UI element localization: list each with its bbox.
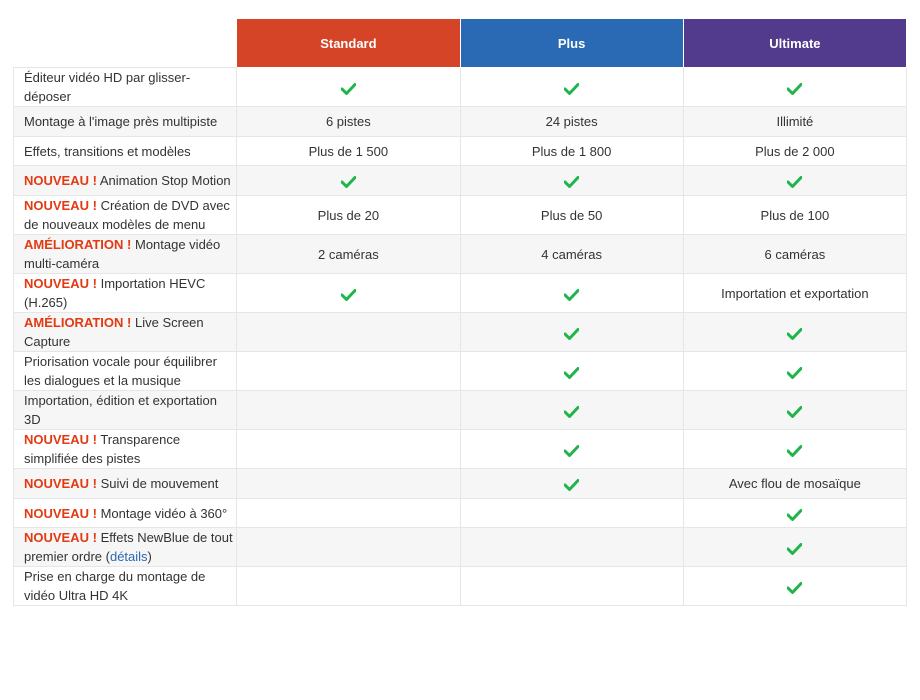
- value-cell-standard: [237, 107, 460, 137]
- table-row: [14, 313, 907, 352]
- value-cell-ultimate: [683, 352, 906, 391]
- feature-cell: [14, 235, 237, 274]
- feature-label: Création de DVD avec de nouveaux modèles de menu: [24, 198, 230, 232]
- value-text: Plus de 2 000: [755, 143, 835, 159]
- value-cell-plus: [460, 68, 683, 107]
- feature-label: Priorisation vocale pour équilibrer les dialogues et la musique: [24, 354, 217, 388]
- feature-cell: [14, 313, 237, 352]
- value-cell-standard: [237, 313, 460, 352]
- feature-cell: [14, 196, 237, 235]
- check-icon: [787, 82, 802, 95]
- header-row: [14, 19, 907, 68]
- table-row: [14, 274, 907, 313]
- value-text: 24 pistes: [545, 114, 598, 129]
- check-icon: [341, 288, 356, 301]
- value-text: 4 caméras: [541, 246, 602, 262]
- value-cell-plus: [460, 166, 683, 196]
- feature-label: Live Screen Capture: [24, 315, 204, 349]
- value-text: Illimité: [776, 114, 814, 129]
- value-text: 6 pistes: [325, 114, 371, 129]
- value-cell-plus: [460, 274, 683, 313]
- table-body: [14, 68, 907, 606]
- check-icon: [341, 82, 356, 95]
- header-standard: Standard: [237, 19, 460, 68]
- value-cell-ultimate: [683, 274, 906, 313]
- comparison-table-wrapper: [13, 18, 907, 606]
- table-row: [14, 235, 907, 274]
- value-text: Plus de 50: [540, 207, 603, 223]
- value-cell-standard: [237, 567, 460, 606]
- value-cell-plus: [460, 137, 683, 166]
- value-cell-ultimate: [683, 391, 906, 430]
- table-row: [14, 352, 907, 391]
- value-cell-standard: [237, 137, 460, 166]
- check-icon: [787, 542, 802, 555]
- check-icon: [564, 478, 579, 491]
- value-cell-standard: [237, 430, 460, 469]
- value-cell-standard: [237, 196, 460, 235]
- feature-label: Suivi de mouvement: [100, 476, 219, 491]
- table-row: [14, 499, 907, 528]
- value-cell-plus: [460, 313, 683, 352]
- value-text: Plus de 1 800: [531, 143, 612, 159]
- feature-tag: NOUVEAU !: [24, 505, 97, 521]
- feature-cell: [14, 166, 237, 196]
- value-cell-plus: [460, 235, 683, 274]
- value-cell-plus: [460, 107, 683, 137]
- value-cell-ultimate: [683, 528, 906, 567]
- check-icon: [564, 327, 579, 340]
- value-cell-standard: [237, 499, 460, 528]
- value-cell-standard: [237, 68, 460, 107]
- table-row: [14, 567, 907, 606]
- value-text: Avec flou de mosaïque: [728, 476, 861, 491]
- table-row: [14, 430, 907, 469]
- value-text: 2 caméras: [318, 246, 379, 262]
- feature-cell: [14, 352, 237, 391]
- value-cell-ultimate: [683, 469, 906, 499]
- check-icon: [564, 444, 579, 457]
- table-row: [14, 469, 907, 499]
- feature-label: Animation Stop Motion: [99, 173, 231, 188]
- header-ultimate: Ultimate: [683, 19, 906, 68]
- feature-label: Importation, édition et exportation 3D: [24, 393, 217, 427]
- feature-label: Effets, transitions et modèles: [24, 143, 191, 159]
- check-icon: [564, 82, 579, 95]
- feature-label: Prise en charge du montage de vidéo Ultra HD 4K: [24, 569, 206, 603]
- table-row: [14, 68, 907, 107]
- feature-cell: [14, 68, 237, 107]
- feature-tag: NOUVEAU !: [24, 476, 97, 491]
- value-cell-plus: [460, 430, 683, 469]
- check-icon: [787, 327, 802, 340]
- table-row: [14, 166, 907, 196]
- value-text: 6 caméras: [764, 246, 826, 262]
- check-icon: [787, 581, 802, 594]
- value-cell-ultimate: [683, 107, 906, 137]
- feature-label: Montage vidéo multi-caméra: [24, 237, 221, 271]
- value-cell-ultimate: [683, 68, 906, 107]
- feature-cell: [14, 430, 237, 469]
- table-row: [14, 391, 907, 430]
- table-row: [14, 107, 907, 137]
- value-cell-standard: [237, 469, 460, 499]
- feature-tag: NOUVEAU !: [24, 198, 97, 213]
- value-cell-ultimate: [683, 430, 906, 469]
- check-icon: [787, 444, 802, 457]
- value-cell-standard: [237, 235, 460, 274]
- value-cell-ultimate: [683, 567, 906, 606]
- feature-label: Éditeur vidéo HD par glisser-déposer: [24, 70, 191, 104]
- value-cell-standard: [237, 166, 460, 196]
- header-empty-cell: [14, 19, 237, 68]
- value-cell-standard: [237, 352, 460, 391]
- feature-label: Montage à l'image près multipiste: [24, 114, 218, 129]
- value-cell-ultimate: [683, 166, 906, 196]
- value-cell-standard: [237, 528, 460, 567]
- check-icon: [787, 175, 802, 188]
- feature-label: Transparence simplifiée des pistes: [24, 432, 181, 466]
- value-text: Plus de 100: [760, 207, 830, 223]
- value-cell-ultimate: [683, 313, 906, 352]
- feature-label: Effets NewBlue de tout premier ordre (: [24, 530, 233, 564]
- value-cell-ultimate: [683, 499, 906, 528]
- value-cell-standard: [237, 274, 460, 313]
- feature-cell: [14, 499, 237, 528]
- feature-tag: NOUVEAU !: [24, 276, 97, 291]
- feature-cell: [14, 567, 237, 606]
- feature-tag: AMÉLIORATION !: [24, 237, 132, 252]
- feature-tag: NOUVEAU !: [24, 530, 97, 545]
- details-link[interactable]: détails: [109, 549, 148, 564]
- feature-cell: [14, 528, 237, 567]
- check-icon: [341, 175, 356, 188]
- table-row: [14, 137, 907, 166]
- feature-cell: [14, 274, 237, 313]
- feature-label: Importation HEVC (H.265): [24, 276, 206, 310]
- value-cell-plus: [460, 391, 683, 430]
- value-cell-ultimate: [683, 235, 906, 274]
- check-icon: [787, 405, 802, 418]
- check-icon: [564, 405, 579, 418]
- check-icon: [787, 508, 802, 521]
- value-cell-plus: [460, 528, 683, 567]
- feature-cell: [14, 107, 237, 137]
- table-row: [14, 196, 907, 235]
- value-cell-plus: [460, 352, 683, 391]
- table-row: [14, 528, 907, 567]
- check-icon: [564, 288, 579, 301]
- value-text: Plus de 1 500: [308, 143, 389, 159]
- value-text: Plus de 20: [317, 207, 380, 223]
- feature-cell: [14, 137, 237, 166]
- check-icon: [787, 366, 802, 379]
- value-cell-standard: [237, 391, 460, 430]
- value-cell-ultimate: [683, 196, 906, 235]
- value-text: Importation et exportation: [721, 285, 869, 301]
- feature-cell: [14, 391, 237, 430]
- feature-tag: NOUVEAU !: [24, 173, 97, 188]
- feature-cell: [14, 469, 237, 499]
- edition-comparison-table: [13, 18, 907, 606]
- check-icon: [564, 366, 579, 379]
- value-cell-ultimate: [683, 137, 906, 166]
- value-cell-plus: [460, 567, 683, 606]
- feature-label-suffix: ): [147, 549, 152, 564]
- feature-tag: NOUVEAU !: [24, 432, 97, 447]
- value-cell-plus: [460, 499, 683, 528]
- check-icon: [564, 175, 579, 188]
- feature-tag: AMÉLIORATION !: [24, 315, 132, 330]
- feature-label: Montage vidéo à 360°: [100, 505, 228, 521]
- value-cell-plus: [460, 469, 683, 499]
- header-plus: Plus: [460, 19, 683, 68]
- value-cell-plus: [460, 196, 683, 235]
